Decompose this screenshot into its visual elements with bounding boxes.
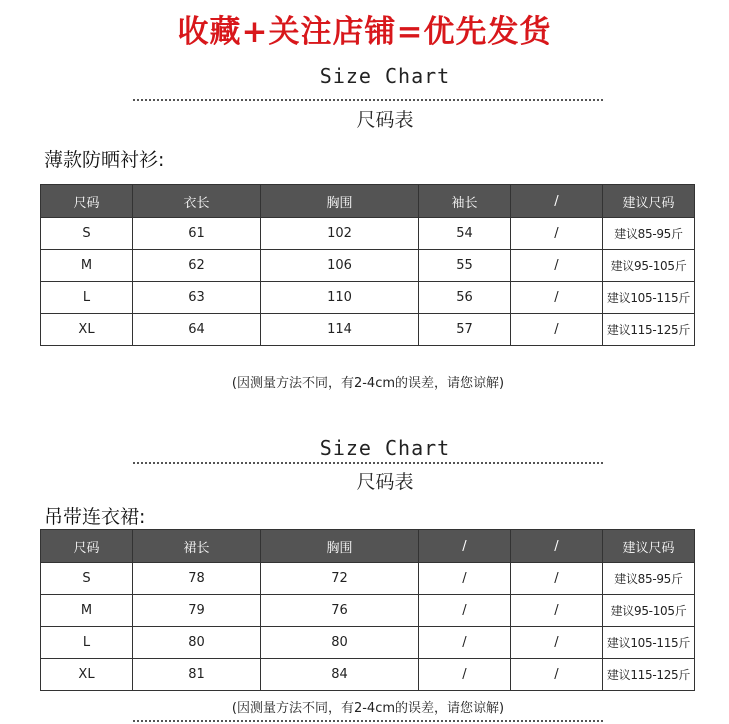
cell-recommend: 建议95-105斤	[603, 595, 695, 627]
cell-size: XL	[41, 659, 133, 691]
cell-recommend: 建议115-125斤	[603, 659, 695, 691]
section-label-shirt: 薄款防晒衬衫:	[44, 149, 165, 171]
divider-3	[133, 720, 603, 722]
table-row	[41, 563, 695, 595]
header-sleeve: 袖长	[419, 185, 511, 218]
cell-length: 64	[133, 314, 261, 346]
cell-blank: /	[511, 218, 603, 250]
header-blank: /	[419, 530, 511, 563]
cell-chest: 84	[261, 659, 419, 691]
table-header-row	[41, 530, 695, 563]
cell-blank: /	[511, 659, 603, 691]
cell-sleeve: 55	[419, 250, 511, 282]
table-row	[41, 595, 695, 627]
cell-size: L	[41, 627, 133, 659]
size-chart-subtitle-1: 尺码表	[356, 109, 414, 131]
measurement-note-1: (因测量方法不同，有2-4cm的误差，请您谅解)	[231, 376, 505, 391]
cell-recommend: 建议105-115斤	[603, 627, 695, 659]
cell-recommend: 建议105-115斤	[603, 282, 695, 314]
cell-blank: /	[511, 563, 603, 595]
table-row	[41, 314, 695, 346]
cell-length: 61	[133, 218, 261, 250]
cell-sleeve: 57	[419, 314, 511, 346]
header-chest: 胸围	[261, 530, 419, 563]
cell-blank: /	[511, 314, 603, 346]
header-skirt-length: 裙长	[133, 530, 261, 563]
cell-sleeve: 54	[419, 218, 511, 250]
header-length: 衣长	[133, 185, 261, 218]
cell-blank: /	[511, 595, 603, 627]
cell-chest: 80	[261, 627, 419, 659]
cell-length: 63	[133, 282, 261, 314]
table-row	[41, 659, 695, 691]
size-table-shirt	[40, 184, 695, 346]
table-header-row	[41, 185, 695, 218]
section-label-dress: 吊带连衣裙:	[44, 506, 146, 528]
cell-skirt-length: 81	[133, 659, 261, 691]
header-recommend: 建议尺码	[603, 530, 695, 563]
cell-chest: 76	[261, 595, 419, 627]
cell-blank: /	[511, 627, 603, 659]
header-chest: 胸围	[261, 185, 419, 218]
measurement-note-2: (因测量方法不同，有2-4cm的误差，请您谅解)	[231, 701, 505, 716]
cell-chest: 72	[261, 563, 419, 595]
cell-blank: /	[419, 595, 511, 627]
cell-size: M	[41, 250, 133, 282]
cell-skirt-length: 80	[133, 627, 261, 659]
cell-blank: /	[419, 563, 511, 595]
header-blank: /	[511, 185, 603, 218]
cell-recommend: 建议115-125斤	[603, 314, 695, 346]
cell-size: XL	[41, 314, 133, 346]
cell-recommend: 建议85-95斤	[603, 218, 695, 250]
cell-chest: 102	[261, 218, 419, 250]
cell-size: S	[41, 218, 133, 250]
cell-length: 62	[133, 250, 261, 282]
cell-recommend: 建议85-95斤	[603, 563, 695, 595]
divider-2	[133, 462, 603, 464]
cell-skirt-length: 79	[133, 595, 261, 627]
size-chart-subtitle-2: 尺码表	[356, 471, 414, 493]
table-row	[41, 250, 695, 282]
cell-size: S	[41, 563, 133, 595]
promo-banner: 收藏+关注店铺=优先发货	[177, 14, 552, 50]
size-table-dress	[40, 529, 695, 691]
header-recommend: 建议尺码	[603, 185, 695, 218]
cell-blank: /	[511, 250, 603, 282]
cell-size: M	[41, 595, 133, 627]
cell-chest: 114	[261, 314, 419, 346]
cell-sleeve: 56	[419, 282, 511, 314]
cell-skirt-length: 78	[133, 563, 261, 595]
header-size: 尺码	[41, 530, 133, 563]
table-row	[41, 627, 695, 659]
cell-blank: /	[419, 627, 511, 659]
table-row	[41, 218, 695, 250]
cell-blank: /	[419, 659, 511, 691]
divider-1	[133, 99, 603, 101]
table-row	[41, 282, 695, 314]
header-blank: /	[511, 530, 603, 563]
cell-chest: 110	[261, 282, 419, 314]
cell-chest: 106	[261, 250, 419, 282]
header-size: 尺码	[41, 185, 133, 218]
size-chart-title-2: Size Chart	[319, 436, 451, 460]
size-chart-title-1: Size Chart	[319, 64, 451, 88]
cell-recommend: 建议95-105斤	[603, 250, 695, 282]
cell-blank: /	[511, 282, 603, 314]
cell-size: L	[41, 282, 133, 314]
